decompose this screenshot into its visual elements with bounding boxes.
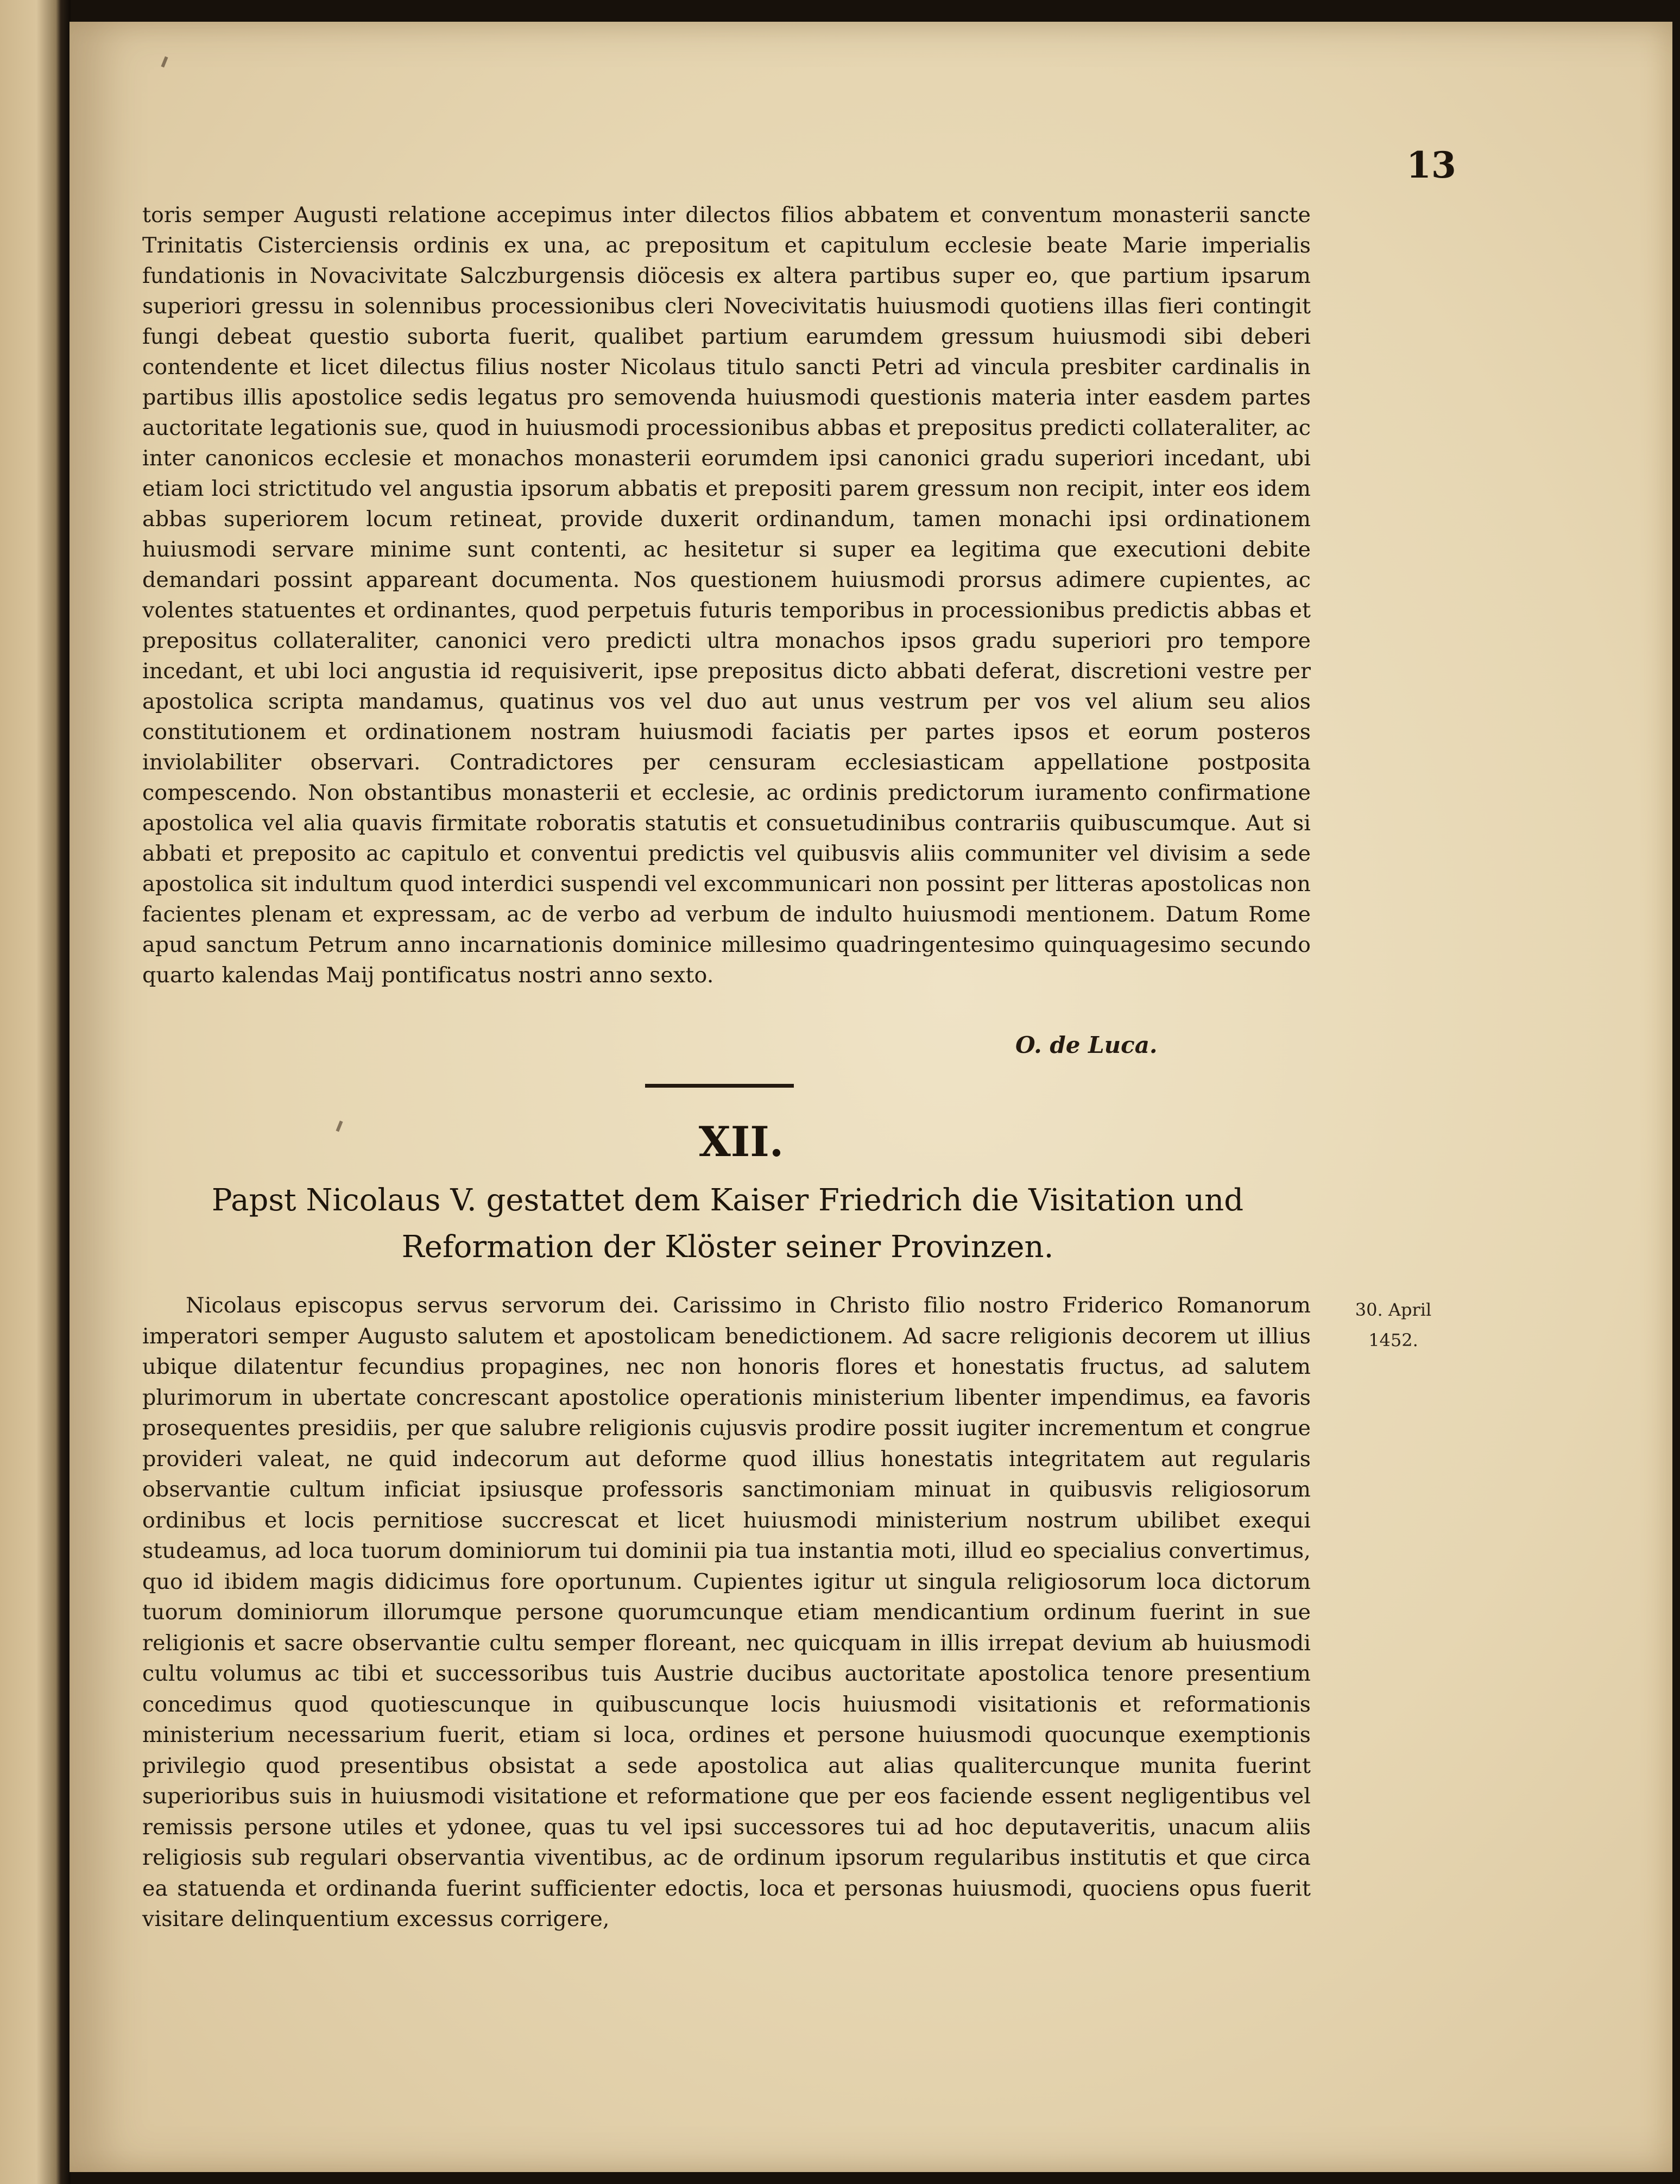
charter-text: toris semper Augusti relatione accepimus inter dilectos filios abbatem et conventum monasterii sancte Trinitatis Cisterciensis ordinis ex una, ac prepositum et capitulum ecclesie beate Marie imperialis fundationis in Novacivitate Salczburgensis diöcesis ex altera partibus super eo, que partium ipsarum superiori gressu in solennibus processionibus cleri Novecivitatis huiusmodi quotiens illas fieri contingit fungi debeat questio suborta fuerit, qualibet partium earumdem gressum huiusmodi sibi deberi contendente et licet dilectus filius noster Nicolaus titulo sancti Petri ad vincula presbiter cardinalis in partibus illis apostolice sedis legatus pro semovenda huiusmodi questionis materia inter easdem partes auctoritate legationis sue, quod in huiusmodi processionibus abbas et prepositus predicti collateraliter, ac inter canonicos ecclesie et monachos monasterii eorumdem ipsi canonici gradu superiori incedant, ubi etiam loci strictitudo vel angustia ipsorum abbatis et prepositi parem gressum non recipit, inter eos idem abbas superiorem locum retineat, provide duxerit ordinandum, tamen monachi ipsi ordinationem huiusmodi servare minime sunt contenti, ac hesitetur si super ea legitima que executioni debite demandari possint appareant documenta. Nos questionem huiusmodi prorsus adimere cupientes, ac volentes statuentes et ordinantes, quod perpetuis futuris temporibus in processionibus predictis abbas et prepositus collateraliter, canonici vero predicti ultra monachos ipsos gradu superiori pro tempore incedant, et ubi loci angustia id requisiverit, ipse prepositus dicto abbati deferat, discretioni vestre per apostolica scripta mandamus, quatinus vos vel duo aut unus vestrum per vos vel alium seu alios constitutionem et ordinationem nostram huiusmodi faciatis per partes ipsos et eorum posteros inviolabiliter observari. Contradictores per censuram ecclesiasticam appellatione postposita compescendo. Non obstantibus monasterii et ecclesie, ac ordinis predictorum iuramento confirmatione apostolica vel alia quavis firmitate roboratis statutis et consuetudinibus contrariis quibuscumque. Aut si abbati et preposito ac capitulo et conventui predictis vel quibusvis aliis communiter vel divisim a sede apostolica sit indultum quod interdici suspendi vel excommunicari non possint per litteras apostolicas non facientes plenam et expressam, ac de verbo ad verbum de indulto huiusmodi mentionem. Datum Rome apud sanctum Petrum anno incarnationis dominice millesimo quadringentesimo quinquagesimo secundo quarto kalendas Maij pontificatus nostri anno sexto. xyxy=(142,203,1311,988)
facing-page-edge xyxy=(0,0,61,2184)
signature: O. de Luca. xyxy=(1015,1032,1158,1058)
document-text: Nicolaus episcopus servus servorum dei. Carissimo in Christo filio nostro Friderico Romanorum imperatori semper Augusto salutem et apostolicam benedictionem. Ad sacre religionis decorem ut illius ubique dilatentur fecundius propagines, nec non honoris flores et honestatis fructus, ad salutem plurimorum in ubertate concrescant apostolice operationis ministerium libenter impendimus, ea favoris prosequentes presidiis, per que salubre religionis cujusvis prodire possit iugiter incrementum et congrue provideri valeat, ne quid indecorum aut deforme quod illius honestatis integritatem aut regularis observantie cultum inficiat ipsiusque professoris sanctimoniam minuat in quibusvis religiosorum ordinibus et locis pernitiose succrescat et licet huiusmodi ministerium nostrum ubilibet exequi studeamus, ad loca tuorum dominiorum tui dominii pia tua instantia moti, illud eo specialius convertimus, quo id ibidem magis didicimus fore oportunum. Cupientes igitur ut singula religiosorum loca dictorum tuorum dominiorum illorumque persone quorumcunque etiam mendicantium ordinum fuerint in sue religionis et sacre observantie cultu semper floreant, nec quicquam in illis irrepat devium ab huiusmodi cultu volumus ac tibi et successoribus tuis Austrie ducibus auctoritate apostolica tenore presentium concedimus quod quotiescunque in quibuscunque locis huiusmodi visitationis et reformationis ministerium necessarium fuerit, etiam si loca, ordines et persone huiusmodi quocunque exemptionis privilegio quod presentibus obsistat a sede apostolica aut alias qualitercunque munita fuerint superioribus suis in huiusmodi visitatione et reformatione que per eos faciende essent negligentibus vel remissis persone utiles et ydonee, quas tu vel ipsi successores tui ad hoc deputaveritis, unacum aliis religiosis sub regulari observantia viventibus, ac de ordinum ipsorum regularibus institutis et que circa ea statuenda et ordinanda fuerint sufficienter edoctis, loca et personas huiusmodi, quociens opus fuerit visitare delinquentium excessus corrigere, xyxy=(142,1293,1311,1931)
margin-date-year: 1452. xyxy=(1368,1330,1418,1350)
margin-date-day: 30. April xyxy=(1355,1299,1432,1320)
section-number: XII. xyxy=(698,1118,784,1166)
section-heading: Papst Nicolaus V. gestattet dem Kaiser Friedrich die Visitation und Reformation der Klöster seiner Provinzen. xyxy=(211,1183,1244,1265)
margin-date xyxy=(1334,1295,1453,1355)
page-number: 13 xyxy=(1406,144,1456,186)
section-divider xyxy=(645,1084,794,1088)
